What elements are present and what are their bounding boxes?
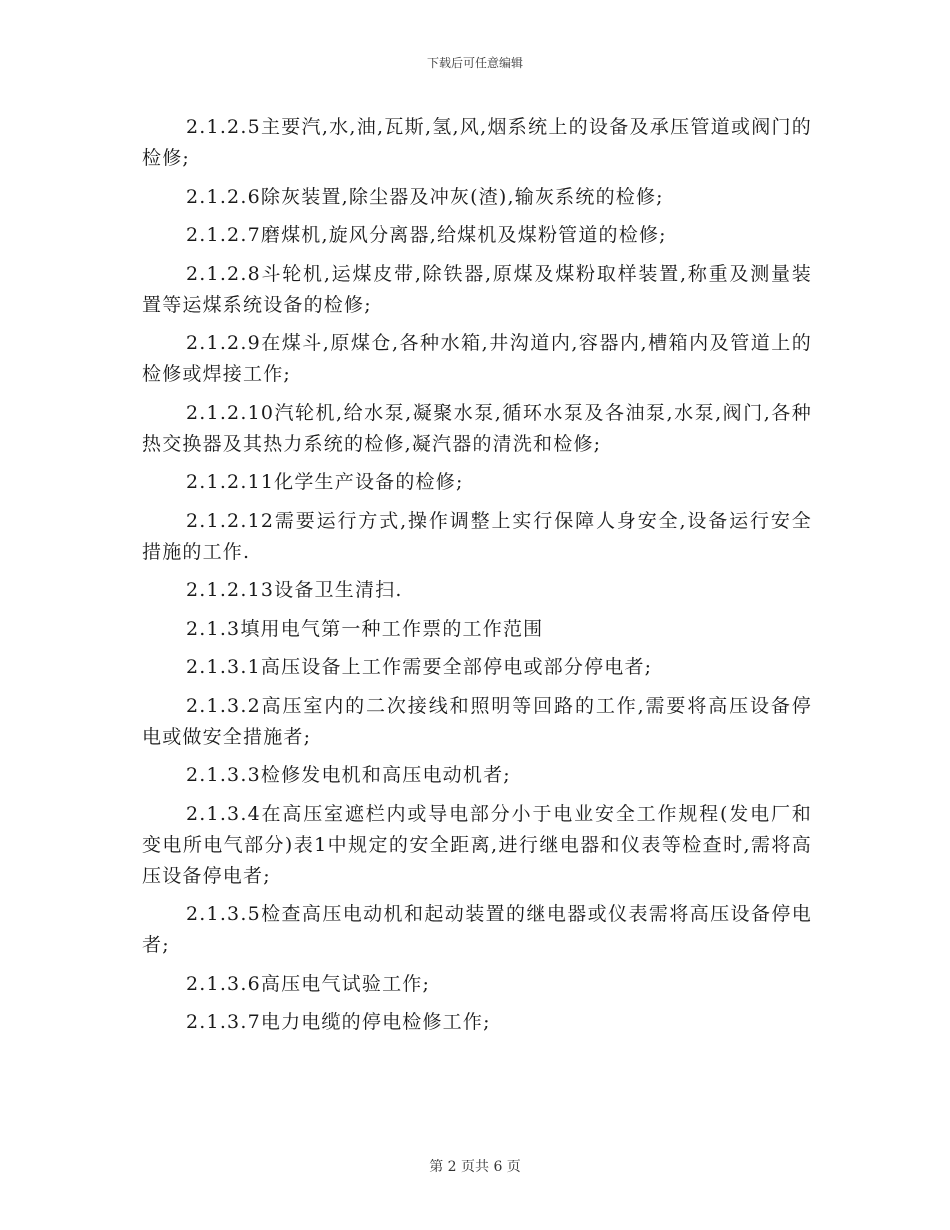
paragraph: 2.1.2.7磨煤机,旋风分离器,给煤机及煤粉管道的检修; (186, 224, 667, 246)
paragraph: 2.1.3.3检修发电机和高压电动机者; (186, 764, 511, 786)
paragraph: 2.1.3.1高压设备上工作需要全部停电或部分停电者; (186, 656, 653, 678)
page-footer: 第 2 页共 6 页 (429, 1159, 521, 1175)
document-body (142, 112, 812, 1046)
page-header: 下载后可任意编辑 (426, 56, 523, 70)
paragraph: 2.1.2.6除灰装置,除尘器及冲灰(渣),输灰系统的检修; (186, 185, 664, 208)
section-heading: 2.1.3填用电气第一种工作票的工作范围 (186, 617, 544, 640)
paragraph: 2.1.3.6高压电气试验工作; (186, 972, 431, 995)
paragraph: 2.1.2.11化学生产设备的检修; (186, 471, 464, 493)
paragraph: 2.1.2.5主要汽,水,油,瓦斯,氢,风,烟系统上的设备及承压管道或阀门的检修; (142, 116, 812, 169)
paragraph: 2.1.3.7电力电缆的停电检修工作; (186, 1011, 491, 1033)
paragraph: 2.1.2.9在煤斗,原煤仓,各种水箱,井沟道内,容器内,槽箱内及管道上的检修或焊接工作; (142, 332, 812, 385)
paragraph: 2.1.2.13设备卫生清扫. (186, 579, 403, 601)
paragraph: 2.1.3.4在高压室遮栏内或导电部分小于电业安全工作规程(发电厂和变电所电气部分)表1中规定的安全距离,进行继电器和仪表等检查时,需将高压设备停电者; (142, 802, 812, 887)
paragraph: 2.1.3.5检查高压电动机和起动装置的继电器或仪表需将高压设备停电者; (142, 903, 812, 956)
paragraph: 2.1.3.2高压室内的二次接线和照明等回路的工作,需要将高压设备停电或做安全措施者; (142, 694, 812, 748)
paragraph: 2.1.2.10汽轮机,给水泵,凝聚水泵,循环水泵及各油泵,水泵,阀门,各种热交换器及其热力系统的检修,凝汽器的清洗和检修; (142, 401, 812, 455)
paragraph: 2.1.2.12需要运行方式,操作调整上实行保障人身安全,设备运行安全措施的工作. (142, 509, 812, 563)
paragraph: 2.1.2.8斗轮机,运煤皮带,除铁器,原煤及煤粉取样装置,称重及测量装置等运煤系统设备的检修; (142, 262, 812, 316)
